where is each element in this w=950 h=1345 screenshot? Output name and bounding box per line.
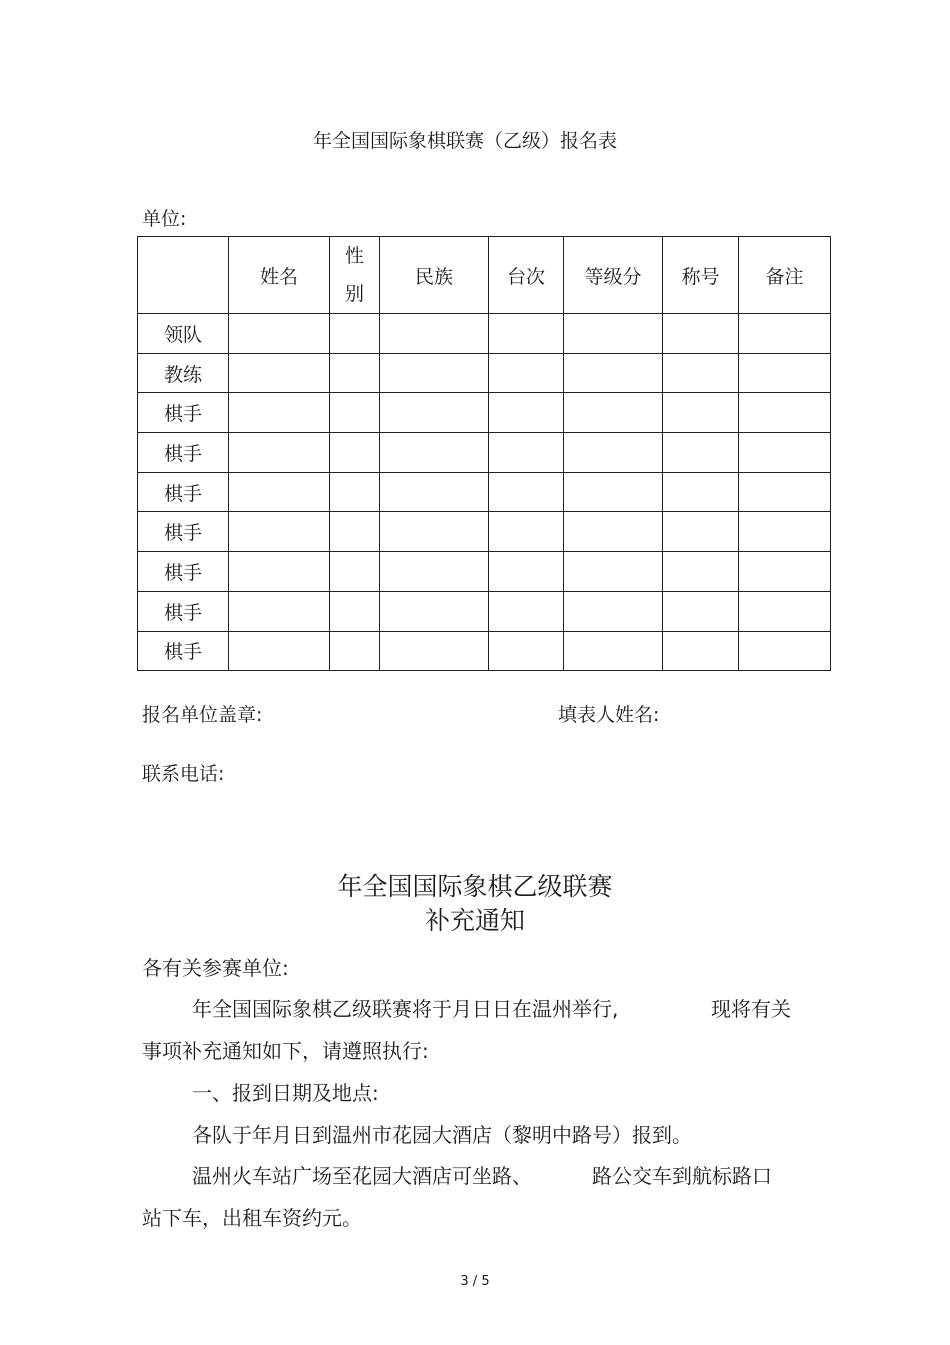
- board-cell[interactable]: [489, 631, 564, 671]
- header-ethnicity: 民族: [380, 237, 489, 314]
- rating-cell[interactable]: [564, 552, 663, 592]
- remarks-cell[interactable]: [739, 512, 831, 552]
- header-title: 称号: [663, 237, 739, 314]
- stamp-label: 报名单位盖章:: [142, 704, 263, 726]
- section1-line3: 站下车，出租车资约元。: [142, 1206, 362, 1230]
- rating-cell[interactable]: [564, 631, 663, 671]
- board-cell[interactable]: [489, 433, 564, 473]
- ethnicity-cell[interactable]: [380, 631, 489, 671]
- header-remarks: 备注: [739, 237, 831, 314]
- name-cell[interactable]: [229, 591, 330, 631]
- role-cell: 棋手: [138, 631, 229, 671]
- gender-cell[interactable]: [330, 512, 380, 552]
- ethnicity-cell[interactable]: [380, 433, 489, 473]
- gender-cell[interactable]: [330, 393, 380, 433]
- role-cell: 棋手: [138, 552, 229, 592]
- board-cell[interactable]: [489, 472, 564, 512]
- rating-cell[interactable]: [564, 512, 663, 552]
- notice-title-line1: 年全国国际象棋乙级联赛: [337, 872, 613, 901]
- salutation: 各有关参赛单位:: [142, 956, 289, 980]
- table-row: [138, 393, 831, 433]
- role-cell: 教练: [138, 353, 229, 393]
- name-cell[interactable]: [229, 552, 330, 592]
- title-cell[interactable]: [663, 314, 739, 354]
- role-cell: 棋手: [138, 472, 229, 512]
- rating-cell[interactable]: [564, 353, 663, 393]
- name-cell[interactable]: [229, 314, 330, 354]
- table-header-row: [138, 237, 831, 314]
- header-gender-line2: 别: [344, 283, 364, 305]
- table-row: [138, 353, 831, 393]
- para1-line1-b: 现将有关: [711, 997, 791, 1021]
- remarks-cell[interactable]: [739, 631, 831, 671]
- board-cell[interactable]: [489, 314, 564, 354]
- role-cell: 棋手: [138, 591, 229, 631]
- remarks-cell[interactable]: [739, 591, 831, 631]
- ethnicity-cell[interactable]: [380, 552, 489, 592]
- title-cell[interactable]: [663, 631, 739, 671]
- section1-line2-b: 路公交车到航标路口: [592, 1164, 772, 1188]
- rating-cell[interactable]: [564, 472, 663, 512]
- remarks-cell[interactable]: [739, 393, 831, 433]
- role-cell: 棋手: [138, 393, 229, 433]
- table-row: [138, 591, 831, 631]
- notice-title-line2: 补充通知: [424, 906, 525, 935]
- section1-heading: 一、报到日期及地点:: [192, 1081, 379, 1105]
- form-title: 年全国国际象棋联赛（乙级）报名表: [312, 130, 617, 152]
- header-gender-line1: 性: [344, 245, 364, 267]
- table-row: [138, 472, 831, 512]
- title-cell[interactable]: [663, 472, 739, 512]
- table-row: [138, 631, 831, 671]
- gender-cell[interactable]: [330, 631, 380, 671]
- registration-table: [137, 236, 831, 671]
- title-cell[interactable]: [663, 393, 739, 433]
- header-name: 姓名: [229, 237, 330, 314]
- header-rating: 等级分: [564, 237, 663, 314]
- header-gender: [330, 237, 380, 314]
- unit-label: 单位:: [142, 208, 187, 230]
- section1-line2-a: 温州火车站广场至花园大酒店可坐路、: [192, 1164, 532, 1188]
- notice-title: [0, 870, 950, 938]
- remarks-cell[interactable]: [739, 472, 831, 512]
- role-cell: 棋手: [138, 512, 229, 552]
- board-cell[interactable]: [489, 353, 564, 393]
- board-cell[interactable]: [489, 512, 564, 552]
- board-cell[interactable]: [489, 552, 564, 592]
- remarks-cell[interactable]: [739, 433, 831, 473]
- title-cell[interactable]: [663, 552, 739, 592]
- gender-cell[interactable]: [330, 552, 380, 592]
- ethnicity-cell[interactable]: [380, 353, 489, 393]
- para1-line2: 事项补充通知如下，请遵照执行:: [142, 1039, 429, 1063]
- name-cell[interactable]: [229, 393, 330, 433]
- section1-line1: 各队于年月日到温州市花园大酒店（黎明中路号）报到。: [192, 1123, 692, 1147]
- rating-cell[interactable]: [564, 393, 663, 433]
- ethnicity-cell[interactable]: [380, 591, 489, 631]
- ethnicity-cell[interactable]: [380, 393, 489, 433]
- remarks-cell[interactable]: [739, 353, 831, 393]
- gender-cell[interactable]: [330, 433, 380, 473]
- title-cell[interactable]: [663, 591, 739, 631]
- name-cell[interactable]: [229, 472, 330, 512]
- para1-line1-a: 年全国国际象棋乙级联赛将于月日日在温州举行,: [192, 997, 619, 1021]
- phone-label: 联系电话:: [142, 763, 225, 785]
- gender-cell[interactable]: [330, 591, 380, 631]
- ethnicity-cell[interactable]: [380, 314, 489, 354]
- title-cell[interactable]: [663, 512, 739, 552]
- rating-cell[interactable]: [564, 591, 663, 631]
- table-row: [138, 433, 831, 473]
- page-number: 3 / 5: [460, 1274, 490, 1289]
- header-board: 台次: [489, 237, 564, 314]
- board-cell[interactable]: [489, 393, 564, 433]
- title-cell[interactable]: [663, 353, 739, 393]
- gender-cell[interactable]: [330, 472, 380, 512]
- title-cell[interactable]: [663, 433, 739, 473]
- gender-cell[interactable]: [330, 314, 380, 354]
- role-cell: 棋手: [138, 433, 229, 473]
- table-row: [138, 314, 831, 354]
- name-cell[interactable]: [229, 353, 330, 393]
- rating-cell[interactable]: [564, 314, 663, 354]
- name-cell[interactable]: [229, 433, 330, 473]
- header-empty: [138, 237, 229, 314]
- rating-cell[interactable]: [564, 433, 663, 473]
- board-cell[interactable]: [489, 591, 564, 631]
- filler-name-label: 填表人姓名:: [558, 704, 660, 726]
- table-row: [138, 512, 831, 552]
- ethnicity-cell[interactable]: [380, 472, 489, 512]
- table-row: [138, 552, 831, 592]
- name-cell[interactable]: [229, 631, 330, 671]
- gender-cell[interactable]: [330, 353, 380, 393]
- remarks-cell[interactable]: [739, 314, 831, 354]
- remarks-cell[interactable]: [739, 552, 831, 592]
- name-cell[interactable]: [229, 512, 330, 552]
- role-cell: 领队: [138, 314, 229, 354]
- ethnicity-cell[interactable]: [380, 512, 489, 552]
